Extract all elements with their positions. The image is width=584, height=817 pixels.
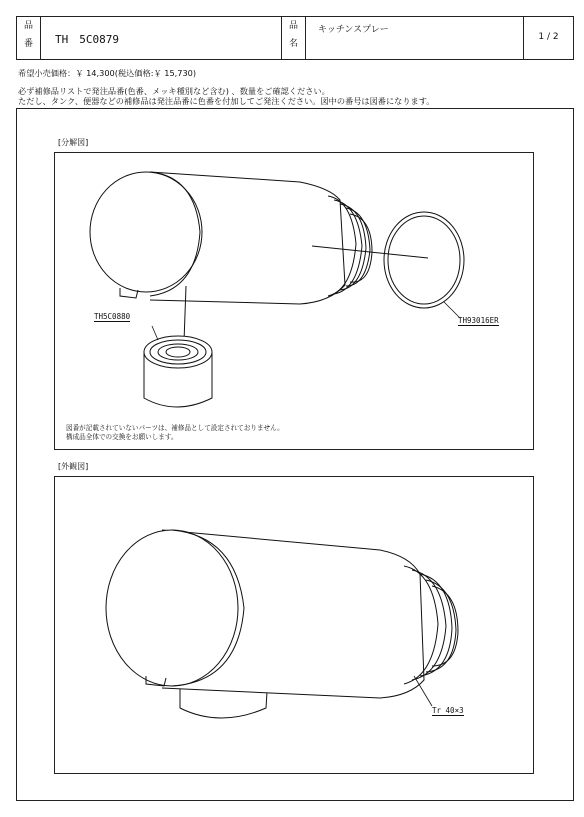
hin2-label: 品 bbox=[288, 21, 298, 31]
exploded-note-2: 構成品全体での交換をお願いします。 bbox=[66, 433, 178, 441]
exterior-view-title: [外観図] bbox=[58, 462, 89, 471]
mei-label: 名 bbox=[288, 39, 298, 49]
callout-aerator: TH5C0880 bbox=[94, 312, 131, 321]
callout-o-ring: TH93016ER bbox=[458, 316, 499, 325]
ban-label: 番 bbox=[23, 39, 33, 49]
price-line: 希望小売価格：￥ 14,300(税込価格:￥ 15,730) bbox=[18, 68, 197, 78]
callout-thread: Tr 40×3 bbox=[432, 706, 464, 715]
notice-line-2: ただし、タンク、便器などの補修品は発注品番に色番を付加してご発注ください。図中の番号は図番になります。 bbox=[18, 96, 435, 106]
part-number: TH 5C0879 bbox=[55, 33, 119, 46]
product-name: キッチンスプレー bbox=[318, 25, 389, 35]
exploded-view-title: [分解図] bbox=[58, 138, 89, 147]
page-number: 1 / 2 bbox=[538, 32, 559, 42]
exploded-note-1: 図番が記載されていないパーツは、補修品として設定されておりません。 bbox=[66, 424, 284, 432]
hin-label: 品 bbox=[23, 21, 33, 31]
notice-line-1: 必ず補修品リストで発注品番(色番、メッキ種別など含む) 、数量をご確認ください。 bbox=[18, 86, 330, 96]
spray-head-exterior bbox=[106, 530, 458, 718]
